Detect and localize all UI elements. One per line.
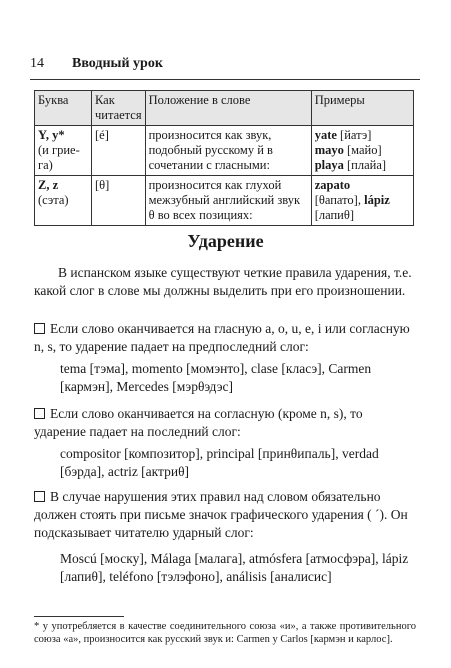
table-row — [35, 176, 414, 226]
rule-text: Если слово оканчивается на согласную (кроме n, s), то ударение падает на последний слог: — [34, 406, 363, 439]
intro-paragraph: В испанском языке существуют четкие правила ударения, т.е. какой слог в слове мы должны выделить при его произношении. — [34, 265, 412, 298]
checkbox-icon — [34, 491, 45, 502]
sound-cell: [é] — [91, 126, 145, 176]
example-word: mayo — [314, 143, 344, 157]
footnote-divider — [34, 616, 124, 617]
example-word: zapato — [314, 178, 351, 192]
letter-name: Y, y* — [38, 128, 65, 142]
example-word: lápiz — [364, 193, 390, 207]
pronunciation-table — [34, 90, 414, 226]
examples-cell — [311, 126, 413, 176]
table-header-row — [35, 91, 414, 126]
rule-examples: compositor [композитор], principal [принθипаль], verdad [бэрда], actriz [актриθ] — [60, 446, 379, 479]
letter-note: (и грие-га) — [38, 143, 80, 172]
example-transcription: [майо] — [346, 143, 382, 157]
checkbox-icon — [34, 323, 45, 334]
table-header-cell: Примеры — [311, 91, 413, 126]
table-header-cell: Буква — [35, 91, 92, 126]
example-transcription: [йатэ] — [340, 128, 372, 142]
rule-text: В случае нарушения этих правил над словом обязательно должен стоять при письме значок графического ударения ( ´). Он подсказывает читателю ударный слог: — [34, 489, 408, 540]
example-transcription: [лапиθ] — [314, 208, 355, 222]
table-header-cell: Положение в слове — [145, 91, 311, 126]
table-row — [35, 126, 414, 176]
table-header-cell: Как читается — [91, 91, 145, 126]
header-divider — [30, 79, 420, 80]
example-word: yate — [314, 128, 337, 142]
letter-cell — [35, 176, 92, 226]
example-transcription: [θапато], — [314, 193, 361, 207]
example-transcription: [плайа] — [347, 158, 387, 172]
letter-name: Z, z — [38, 178, 59, 192]
rule-examples: Moscú [моску], Málaga [малага], atmósfera [атмосфэра], lápiz [лапиθ], teléfono [тэлэфоно], análisis [аналисис] — [60, 551, 409, 584]
letter-cell — [35, 126, 92, 176]
example-word: playa — [314, 158, 344, 172]
letter-note: (сэта) — [38, 193, 69, 207]
rule-item — [34, 488, 416, 542]
rule-text: Если слово оканчивается на гласную a, o, u, e, i или согласную n, s, то ударение падает на предпоследний слог: — [34, 321, 410, 354]
position-cell: произносится как звук, подобный русскому й в сочетании с гласными: — [145, 126, 311, 176]
chapter-title: Вводный урок — [72, 56, 163, 71]
position-cell: произносится как глухой межзубный английский звук θ во всех позициях: — [145, 176, 311, 226]
page-number: 14 — [30, 56, 44, 71]
sound-cell: [θ] — [91, 176, 145, 226]
checkbox-icon — [34, 408, 45, 419]
rule-item — [34, 405, 416, 441]
rule-examples: tema [тэма], momento [момэнто], clase [класэ], Carmen [кармэн], Mercedes [мэрθэдэс] — [60, 361, 372, 394]
footnote: * y употребляется в качестве соединительного союза «и», а также противительного союза «а», произносится как русский звук и: Carmen y Carlos [кармэн и карлос]. — [34, 621, 416, 645]
examples-cell — [311, 176, 413, 226]
section-title: Ударение — [187, 231, 264, 251]
rule-item — [34, 320, 416, 356]
